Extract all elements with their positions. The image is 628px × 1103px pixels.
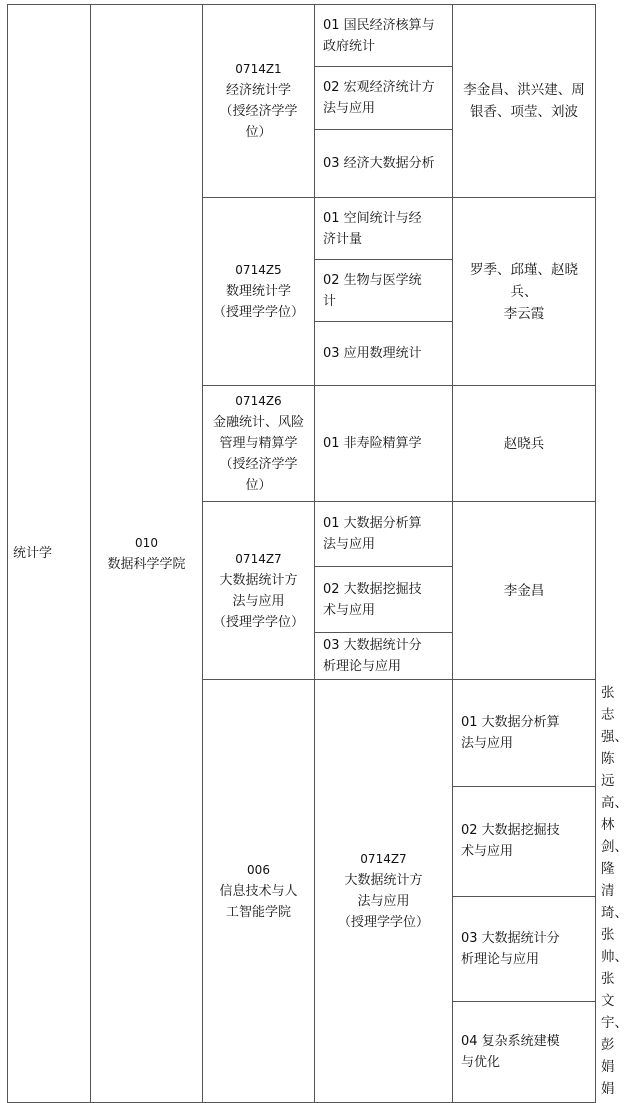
direction-cell	[315, 322, 453, 386]
major-code: 0714Z7	[360, 852, 407, 866]
supervisors-line: 李金昌	[503, 582, 545, 599]
major-name-line: （授理学学位）	[212, 614, 304, 630]
major-cell	[203, 198, 315, 386]
direction-cell	[453, 1001, 596, 1102]
supervisors-cell	[453, 5, 596, 198]
major-cell	[203, 502, 315, 680]
direction-line: 01 大数据分析算	[461, 715, 560, 731]
major-cell	[203, 5, 315, 198]
college-code: 006	[247, 862, 270, 877]
major-cell	[203, 386, 315, 502]
college-name: 数据科学学院	[107, 556, 186, 572]
direction-line: 03 大数据统计分	[461, 930, 560, 946]
college-name-line: 工智能学院	[225, 904, 291, 920]
direction-cell	[315, 198, 453, 260]
supervisors-line: 赵晓兵	[503, 435, 545, 452]
major-name-line: 位）	[245, 125, 272, 140]
direction-line: 术与应用	[323, 602, 376, 618]
direction-line: 与优化	[461, 1054, 501, 1070]
major-name-line: 大数据统计方	[344, 873, 423, 888]
direction-line: 03 应用数理统计	[323, 346, 422, 361]
major-name-line: 金融统计、风险	[212, 415, 304, 430]
major-code: 0714Z1	[235, 62, 282, 76]
supervisors-line: 李金昌、洪兴建、周	[463, 82, 585, 98]
direction-line: 济计量	[323, 231, 363, 247]
college-cell	[91, 5, 203, 1103]
supervisors-line: 罗季、邱瑾、赵晓兵、	[470, 261, 578, 300]
supervisors-line: 银香、项莹、刘波	[470, 104, 578, 120]
direction-cell	[315, 567, 453, 633]
major-name-line: （授理学学位）	[337, 915, 429, 930]
major-name-line: 位）	[245, 478, 272, 493]
major-code: 0714Z6	[235, 394, 282, 408]
direction-cell	[315, 260, 453, 322]
direction-cell	[315, 67, 453, 130]
direction-line: 01 空间统计与经	[323, 210, 422, 226]
major-code: 0714Z7	[235, 551, 282, 566]
supervisors-line: 李云霞	[503, 305, 545, 322]
direction-line: 法与应用	[323, 101, 376, 116]
direction-line: 04 复杂系统建模	[461, 1033, 560, 1049]
supervisors-cell	[453, 386, 596, 502]
direction-cell	[315, 386, 453, 502]
discipline-name: 统计学	[13, 546, 53, 561]
major-name-line: 法与应用	[357, 894, 410, 909]
major-name-line: （授经济学学	[219, 104, 298, 119]
discipline-cell	[8, 5, 91, 1103]
major-cell	[315, 680, 453, 1103]
college-code: 010	[135, 535, 158, 550]
supervisors-cell	[453, 502, 596, 680]
supervisors-cell	[453, 198, 596, 386]
direction-line: 法与应用	[461, 736, 514, 752]
direction-line: 02 大数据挖掘技	[323, 581, 422, 597]
direction-line: 03 经济大数据分析	[323, 156, 435, 171]
direction-line: 01 国民经济核算与	[323, 17, 435, 33]
major-name-line: 数理统计学	[225, 284, 291, 299]
college-name-line: 信息技术与人	[219, 883, 298, 899]
direction-line: 02 宏观经济统计方	[323, 80, 435, 95]
major-name-line: （授理学学位）	[212, 305, 304, 320]
direction-line: 法与应用	[323, 537, 376, 552]
direction-line: 01 大数据分析算	[323, 516, 422, 531]
major-code: 0714Z5	[235, 263, 282, 277]
direction-line: 02 大数据挖掘技	[461, 823, 560, 839]
direction-cell	[453, 787, 596, 896]
direction-line: 02 生物与医学统	[323, 272, 422, 288]
direction-line: 01 非寿险精算学	[323, 436, 422, 451]
direction-cell	[453, 680, 596, 787]
direction-cell	[315, 130, 453, 198]
major-name-line: 管理与精算学	[219, 436, 298, 451]
college-cell	[203, 680, 315, 1103]
major-name-line: （授经济学学	[219, 457, 298, 472]
major-name-line: 经济统计学	[225, 83, 291, 98]
direction-line: 析理论与应用	[323, 659, 402, 674]
direction-cell	[315, 5, 453, 67]
direction-cell	[315, 633, 453, 680]
major-name-line: 大数据统计方	[219, 572, 298, 588]
direction-line: 政府统计	[323, 38, 376, 54]
program-table: 统计学 010 数据科学学院 0714Z1 经济统计学 （授经济学学 位） 01 国民经济核算与 政府统计 李金昌、洪兴建、周 银香、项莹、刘波 02 宏观经济统计方 法与应用 03 经济大数据分析 0714Z5 数理统计学 （授理学学位） 01 空间统计与经 济计量 罗季、邱瑾、赵晓兵、 李云霞 02 生物与医学统 计 03 应用数理统计 0714Z6 金融统计、风险 管理与精算学 （授经济学学 位） 01 非寿险精算学 赵晓兵 0714Z7 大数据统计方 法与应用 （授理学学位） 01 大数据分析算 法与应用 李金昌 02 大数据挖掘技 术与应用 03 大数据统计分 析理论与应用 006 信息技术与人 工智能学院 0714Z7 大数据统计方 法与应用 （授理学学位） 01 大数据分析算 法与应用 张志强、陈远高、林 剑、隆清琦、张帅、 张文宇、彭娟娟 02 大数据挖掘技 术与应用 03 大数据统计分 析理论与应用 04 复杂系统建模 与优化	[7, 4, 596, 1103]
direction-line: 03 大数据统计分	[323, 638, 422, 653]
direction-line: 析理论与应用	[461, 951, 540, 967]
major-name-line: 法与应用	[232, 593, 285, 609]
direction-line: 计	[323, 293, 337, 309]
direction-line: 术与应用	[461, 844, 514, 860]
direction-cell	[453, 896, 596, 1001]
direction-cell	[315, 502, 453, 567]
